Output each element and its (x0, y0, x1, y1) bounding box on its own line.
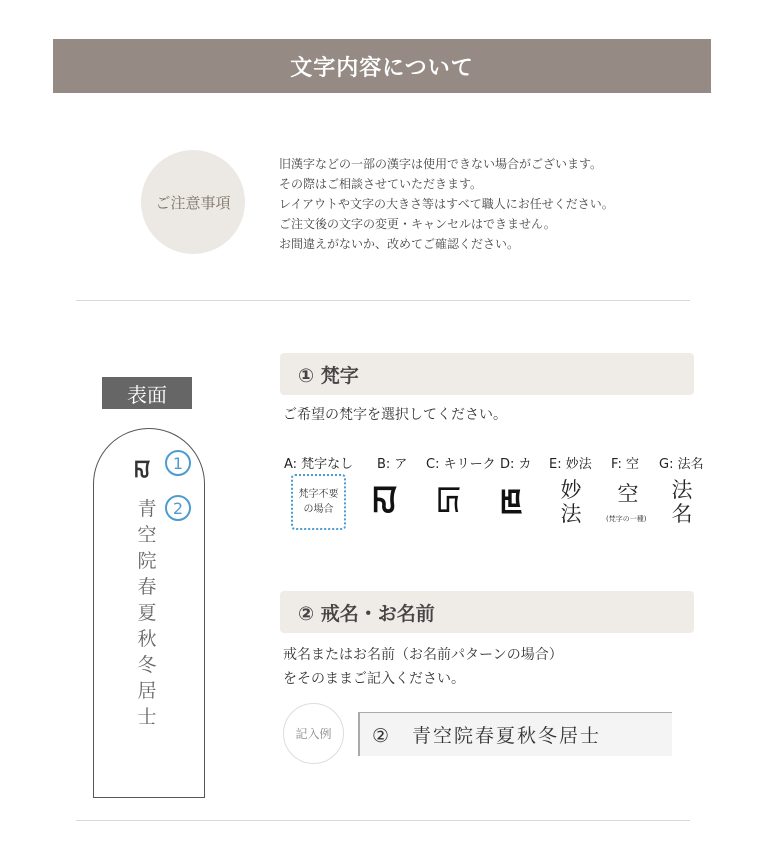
section1-title (280, 353, 694, 395)
divider (76, 300, 690, 301)
option-e-label[interactable]: E: 妙法 (549, 457, 592, 472)
section2-desc-1: 戒名またはお名前（お名前パターンの場合） (283, 647, 563, 663)
example-input-value: ② 青空院春夏秋冬居士 (372, 725, 602, 747)
marker-1 (165, 450, 191, 476)
option-f-note: (梵字の一種) (606, 515, 647, 523)
notice-line: お間違えがないか、改めてご確認ください。 (279, 237, 520, 251)
option-e-chars[interactable] (558, 478, 584, 526)
option-g-char: 法 (671, 478, 693, 502)
example-input[interactable] (358, 712, 672, 756)
option-g-label[interactable]: G: 法名 (659, 457, 704, 472)
tablet-name-char: 青 (137, 498, 157, 520)
option-b-label[interactable]: B: ア (377, 457, 408, 472)
tablet-name-vertical (136, 496, 158, 730)
option-e-char: 妙 (560, 478, 582, 502)
section-header (53, 39, 711, 93)
notice-line: 旧漢字などの一部の漢字は使用できない場合がございます。 (279, 157, 603, 171)
notice-line: ご注文後の文字の変更・キャンセルはできません。 (279, 217, 556, 231)
option-e-char: 法 (560, 502, 582, 526)
notice-badge-label: ご注意事項 (155, 193, 231, 212)
tablet-name-char: 院 (137, 550, 157, 572)
option-c-glyph[interactable]: ꡚ (436, 479, 462, 519)
tablet-name-char: 冬 (137, 654, 157, 676)
tablet-bonji-glyph: ꡍ (134, 456, 151, 482)
option-d-label[interactable]: D: カ (500, 457, 532, 472)
header-title: 文字内容について (290, 55, 474, 81)
option-a-line2: の場合 (303, 504, 334, 515)
notice-badge (141, 150, 245, 254)
option-d-glyph[interactable]: ꡁ (500, 481, 523, 519)
preview-label-text: 表面 (127, 382, 167, 407)
option-g-char: 名 (671, 502, 693, 526)
tablet-name-char: 秋 (137, 628, 157, 650)
marker-2 (165, 495, 191, 521)
notice-line: その際はご相談させていただきます。 (279, 177, 483, 191)
example-badge (283, 703, 344, 764)
example-badge-label: 記入例 (295, 727, 332, 741)
tablet-name-char: 居 (137, 680, 157, 702)
option-b-glyph[interactable]: ꡍ (372, 479, 398, 519)
divider (76, 820, 690, 821)
section1-title-text: ① 梵字 (298, 364, 359, 387)
option-f-char: 空 (617, 482, 639, 506)
option-f-label[interactable]: F: 空 (611, 457, 639, 472)
option-f-chars[interactable] (615, 482, 641, 506)
marker-1-text: 1 (172, 453, 184, 473)
option-g-chars[interactable] (669, 478, 695, 526)
section1-desc: ご希望の梵字を選択してください。 (283, 407, 507, 423)
tablet-name-char: 空 (137, 524, 157, 546)
section2-title-text: ② 戒名・お名前 (298, 602, 435, 625)
notice-text (279, 154, 614, 254)
option-a-box[interactable] (291, 474, 346, 530)
tablet-name-char: 夏 (137, 602, 157, 624)
section2-title (280, 591, 694, 633)
notice-line: レイアウトや文字の大きさ等はすべて職人にお任せください。 (279, 197, 614, 211)
option-c-label[interactable]: C: キリーク (426, 457, 496, 472)
marker-2-text: 2 (172, 498, 184, 518)
option-a-label[interactable]: A: 梵字なし (284, 457, 354, 472)
tablet-name-char: 士 (137, 706, 157, 728)
section2-desc-2: をそのままご記入ください。 (283, 671, 465, 687)
option-a-line1: 梵字不要 (298, 489, 339, 500)
preview-label (102, 377, 192, 409)
tablet-name-char: 春 (137, 576, 157, 598)
